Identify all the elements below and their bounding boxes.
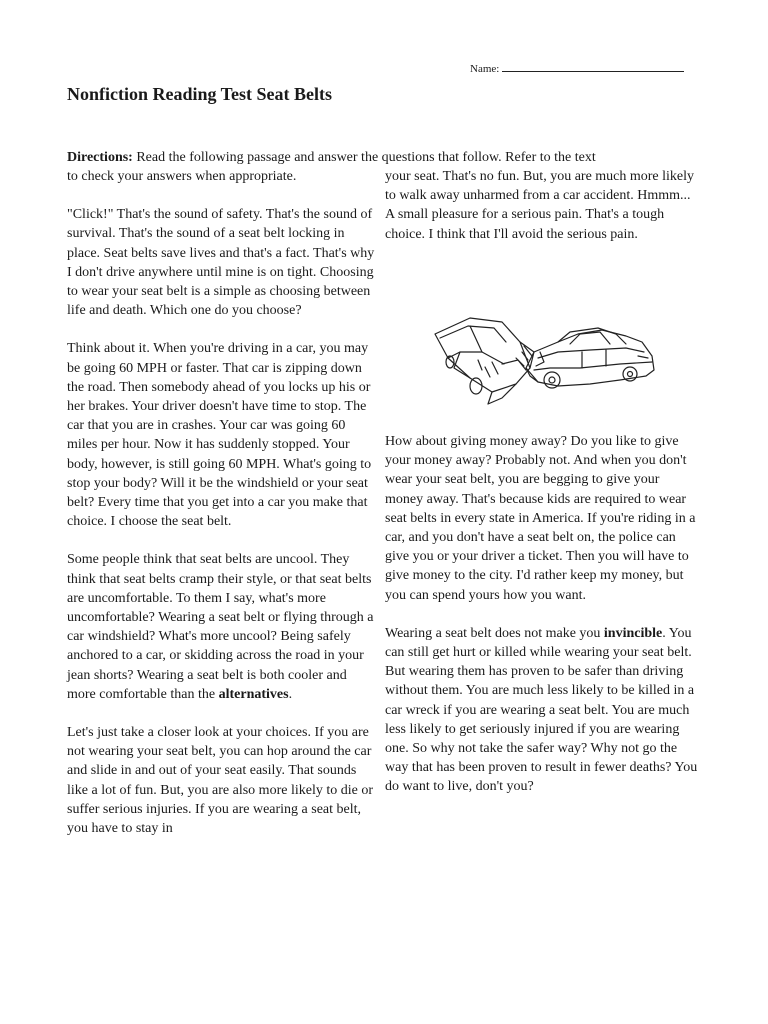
left-column — [67, 167, 377, 838]
vocab-invincible: invincible — [603, 625, 663, 641]
passage-paragraph-4-continued: your seat. That's no fun. But, you are much more likely to walk away unharmed from a car accident. Hmmm... A small pleasure for a serious pain. That's a tough choice. I think that I'll avoid the serious pain. — [385, 169, 695, 242]
directions-label: Directions: — [67, 150, 133, 165]
directions-text-line1: Read the following passage and answer the questions that follow. Refer to the text — [132, 150, 596, 165]
passage-paragraph-4: Let's just take a closer look at your choices. If you are not wearing your seat belt, you can hop around the car and slide in and out of your seat easily. That sounds like a lot of fun. But, you are also more likely to die or suffer serious injuries. If you are wearing a seat belt, you have to stay in — [67, 725, 373, 837]
passage-paragraph-3 — [67, 550, 377, 704]
directions — [67, 148, 707, 167]
name-label: Name: — [470, 63, 500, 75]
passage-paragraph-5: How about giving money away? Do you like to give your money away? Probably not. And when you don't wear your seat belt, you are begging to give your money away. That's because kids are required to wear seat belts in every state in America. If you're riding in a car, and you don't have a seat belt on, the police can give you or your driver a ticket. Then you will have to give money to the city. I'd rather keep my money, but you can spend yours how you want. — [385, 434, 696, 603]
directions-text-line2: to check your answers when appropriate. — [67, 169, 297, 184]
p3-end: . — [288, 686, 293, 702]
name-field-line — [470, 60, 684, 75]
passage-paragraph-2: Think about it. When you're driving in a car, you may be going 60 MPH or faster. That car is zipping down the road. Then somebody ahead of you locks up his or her brakes. Your driver doesn't have time to stop. The car that you are in crashes. Your car was going 60 miles per hour. Now it has suddenly stopped. Your body, however, is still going 60 MPH. What's going to stop your body? Will it be the windshield or your seat belt? Every time that you get into a car you make that choice. I choose the seat belt. — [67, 341, 372, 530]
page-title: Nonfiction Reading Test Seat Belts — [67, 84, 333, 104]
right-column-bottom — [385, 432, 700, 797]
p3-text: Some people think that seat belts are uncool. They think that seat belts cramp their style, or that seat belts are uncomfortable. To them I say, what's more uncomfortable? Wearing a seat belt or flying through a car windshield? What's more uncool? Being safely anchored to a car, or skidding across the road in your jean shorts? Wearing a seat belt is both cooler and more comfortable than the — [67, 552, 374, 702]
p6-end: . You can still get hurt or killed while wearing your seat belt. But wearing them has proven to be safer than driving without them. You are much less likely to be killed in a car wreck if you are wearing a seat belt. You are much less likely to get seriously injured if you are wearing one. So why not take the safer way? Why not go the way that has been proven to result in fewer deaths? You do want to live, don't you? — [385, 625, 698, 795]
passage-paragraph-1: "Click!" That's the sound of safety. That's the sound of survival. That's the sound of a seat belt locking in place. Seat belts save lives and that's a fact. That's why I don't drive anywhere until mine is on tight. Choosing to wear your seat belt is a simple as choosing between life and death. Which one do you choose? — [67, 207, 375, 319]
p6-text: Wearing a seat belt does not make you — [385, 625, 604, 641]
car-crash-illustration-icon — [430, 312, 660, 412]
right-column-top — [385, 167, 700, 244]
passage-paragraph-6 — [385, 624, 700, 797]
name-blank[interactable] — [502, 60, 684, 72]
vocab-alternatives: alternatives — [218, 686, 289, 702]
